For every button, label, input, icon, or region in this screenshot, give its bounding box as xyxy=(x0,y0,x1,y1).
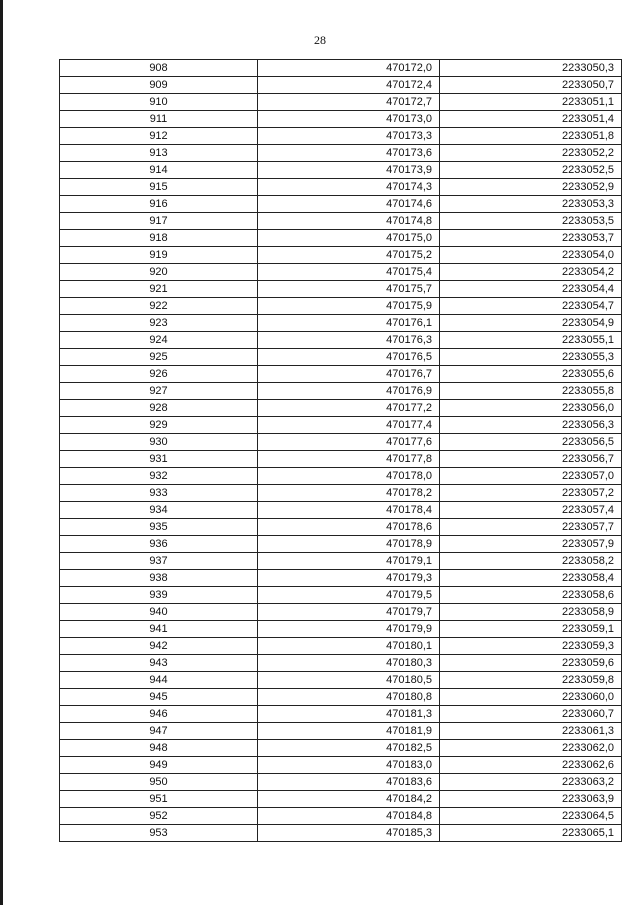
table-row xyxy=(60,791,622,808)
y-coordinate-cell: 2233051,8 xyxy=(440,128,622,145)
table-row xyxy=(60,213,622,230)
x-coordinate-cell: 470172,7 xyxy=(258,94,440,111)
point-number-cell: 930 xyxy=(60,434,258,451)
x-coordinate-cell: 470178,6 xyxy=(258,519,440,536)
y-coordinate-cell: 2233056,3 xyxy=(440,417,622,434)
y-coordinate-cell: 2233053,5 xyxy=(440,213,622,230)
x-coordinate-cell: 470173,6 xyxy=(258,145,440,162)
table-row xyxy=(60,77,622,94)
x-coordinate-cell: 470176,9 xyxy=(258,383,440,400)
point-number-cell: 922 xyxy=(60,298,258,315)
x-coordinate-cell: 470184,2 xyxy=(258,791,440,808)
y-coordinate-cell: 2233057,4 xyxy=(440,502,622,519)
table-row xyxy=(60,689,622,706)
table-row xyxy=(60,230,622,247)
table-row xyxy=(60,655,622,672)
point-number-cell: 936 xyxy=(60,536,258,553)
point-number-cell: 931 xyxy=(60,451,258,468)
y-coordinate-cell: 2233052,5 xyxy=(440,162,622,179)
y-coordinate-cell: 2233061,3 xyxy=(440,723,622,740)
point-number-cell: 953 xyxy=(60,825,258,842)
y-coordinate-cell: 2233053,3 xyxy=(440,196,622,213)
table-row xyxy=(60,145,622,162)
table-row xyxy=(60,587,622,604)
point-number-cell: 933 xyxy=(60,485,258,502)
x-coordinate-cell: 470181,9 xyxy=(258,723,440,740)
y-coordinate-cell: 2233058,4 xyxy=(440,570,622,587)
table-row xyxy=(60,706,622,723)
y-coordinate-cell: 2233055,6 xyxy=(440,366,622,383)
table-row xyxy=(60,672,622,689)
table-row xyxy=(60,332,622,349)
x-coordinate-cell: 470184,8 xyxy=(258,808,440,825)
coordinates-table-body xyxy=(60,60,622,842)
point-number-cell: 914 xyxy=(60,162,258,179)
x-coordinate-cell: 470179,3 xyxy=(258,570,440,587)
x-coordinate-cell: 470175,2 xyxy=(258,247,440,264)
y-coordinate-cell: 2233063,9 xyxy=(440,791,622,808)
point-number-cell: 915 xyxy=(60,179,258,196)
y-coordinate-cell: 2233054,7 xyxy=(440,298,622,315)
x-coordinate-cell: 470176,7 xyxy=(258,366,440,383)
table-row xyxy=(60,383,622,400)
table-row xyxy=(60,536,622,553)
x-coordinate-cell: 470173,9 xyxy=(258,162,440,179)
table-row xyxy=(60,638,622,655)
point-number-cell: 946 xyxy=(60,706,258,723)
y-coordinate-cell: 2233058,6 xyxy=(440,587,622,604)
x-coordinate-cell: 470177,4 xyxy=(258,417,440,434)
y-coordinate-cell: 2233057,2 xyxy=(440,485,622,502)
coordinates-table xyxy=(59,59,622,842)
x-coordinate-cell: 470177,6 xyxy=(258,434,440,451)
point-number-cell: 945 xyxy=(60,689,258,706)
y-coordinate-cell: 2233056,7 xyxy=(440,451,622,468)
table-row xyxy=(60,417,622,434)
point-number-cell: 917 xyxy=(60,213,258,230)
point-number-cell: 949 xyxy=(60,757,258,774)
y-coordinate-cell: 2233051,4 xyxy=(440,111,622,128)
x-coordinate-cell: 470173,3 xyxy=(258,128,440,145)
y-coordinate-cell: 2233054,2 xyxy=(440,264,622,281)
point-number-cell: 921 xyxy=(60,281,258,298)
point-number-cell: 950 xyxy=(60,774,258,791)
table-row xyxy=(60,604,622,621)
table-row xyxy=(60,825,622,842)
x-coordinate-cell: 470175,0 xyxy=(258,230,440,247)
x-coordinate-cell: 470179,7 xyxy=(258,604,440,621)
point-number-cell: 944 xyxy=(60,672,258,689)
x-coordinate-cell: 470182,5 xyxy=(258,740,440,757)
x-coordinate-cell: 470179,9 xyxy=(258,621,440,638)
y-coordinate-cell: 2233058,9 xyxy=(440,604,622,621)
table-row xyxy=(60,553,622,570)
point-number-cell: 927 xyxy=(60,383,258,400)
x-coordinate-cell: 470175,7 xyxy=(258,281,440,298)
y-coordinate-cell: 2233051,1 xyxy=(440,94,622,111)
table-row xyxy=(60,570,622,587)
x-coordinate-cell: 470172,0 xyxy=(258,60,440,77)
point-number-cell: 937 xyxy=(60,553,258,570)
point-number-cell: 924 xyxy=(60,332,258,349)
x-coordinate-cell: 470179,5 xyxy=(258,587,440,604)
y-coordinate-cell: 2233050,7 xyxy=(440,77,622,94)
point-number-cell: 923 xyxy=(60,315,258,332)
point-number-cell: 918 xyxy=(60,230,258,247)
point-number-cell: 925 xyxy=(60,349,258,366)
x-coordinate-cell: 470185,3 xyxy=(258,825,440,842)
point-number-cell: 935 xyxy=(60,519,258,536)
point-number-cell: 911 xyxy=(60,111,258,128)
x-coordinate-cell: 470180,8 xyxy=(258,689,440,706)
table-row xyxy=(60,162,622,179)
table-row xyxy=(60,740,622,757)
x-coordinate-cell: 470183,6 xyxy=(258,774,440,791)
point-number-cell: 941 xyxy=(60,621,258,638)
point-number-cell: 947 xyxy=(60,723,258,740)
x-coordinate-cell: 470175,4 xyxy=(258,264,440,281)
table-row xyxy=(60,451,622,468)
x-coordinate-cell: 470183,0 xyxy=(258,757,440,774)
x-coordinate-cell: 470176,3 xyxy=(258,332,440,349)
table-row xyxy=(60,298,622,315)
y-coordinate-cell: 2233057,9 xyxy=(440,536,622,553)
y-coordinate-cell: 2233056,0 xyxy=(440,400,622,417)
x-coordinate-cell: 470175,9 xyxy=(258,298,440,315)
table-row xyxy=(60,723,622,740)
point-number-cell: 943 xyxy=(60,655,258,672)
y-coordinate-cell: 2233057,0 xyxy=(440,468,622,485)
table-row xyxy=(60,757,622,774)
page-left-border xyxy=(0,0,3,905)
x-coordinate-cell: 470180,1 xyxy=(258,638,440,655)
y-coordinate-cell: 2233050,3 xyxy=(440,60,622,77)
table-row xyxy=(60,179,622,196)
table-row xyxy=(60,349,622,366)
x-coordinate-cell: 470180,3 xyxy=(258,655,440,672)
y-coordinate-cell: 2233060,7 xyxy=(440,706,622,723)
table-row xyxy=(60,808,622,825)
table-row xyxy=(60,485,622,502)
table-row xyxy=(60,264,622,281)
point-number-cell: 909 xyxy=(60,77,258,94)
point-number-cell: 952 xyxy=(60,808,258,825)
table-row xyxy=(60,366,622,383)
y-coordinate-cell: 2233059,1 xyxy=(440,621,622,638)
point-number-cell: 920 xyxy=(60,264,258,281)
x-coordinate-cell: 470172,4 xyxy=(258,77,440,94)
table-row xyxy=(60,196,622,213)
point-number-cell: 929 xyxy=(60,417,258,434)
y-coordinate-cell: 2233054,9 xyxy=(440,315,622,332)
x-coordinate-cell: 470180,5 xyxy=(258,672,440,689)
y-coordinate-cell: 2233055,3 xyxy=(440,349,622,366)
y-coordinate-cell: 2233055,1 xyxy=(440,332,622,349)
x-coordinate-cell: 470177,2 xyxy=(258,400,440,417)
table-row xyxy=(60,111,622,128)
point-number-cell: 913 xyxy=(60,145,258,162)
x-coordinate-cell: 470174,8 xyxy=(258,213,440,230)
table-row xyxy=(60,60,622,77)
x-coordinate-cell: 470177,8 xyxy=(258,451,440,468)
table-row xyxy=(60,621,622,638)
point-number-cell: 939 xyxy=(60,587,258,604)
point-number-cell: 940 xyxy=(60,604,258,621)
table-row xyxy=(60,519,622,536)
y-coordinate-cell: 2233052,2 xyxy=(440,145,622,162)
x-coordinate-cell: 470178,4 xyxy=(258,502,440,519)
y-coordinate-cell: 2233055,8 xyxy=(440,383,622,400)
x-coordinate-cell: 470174,6 xyxy=(258,196,440,213)
point-number-cell: 932 xyxy=(60,468,258,485)
table-row xyxy=(60,128,622,145)
table-row xyxy=(60,774,622,791)
point-number-cell: 948 xyxy=(60,740,258,757)
x-coordinate-cell: 470173,0 xyxy=(258,111,440,128)
point-number-cell: 910 xyxy=(60,94,258,111)
x-coordinate-cell: 470176,5 xyxy=(258,349,440,366)
page-number: 28 xyxy=(314,33,326,47)
y-coordinate-cell: 2233062,6 xyxy=(440,757,622,774)
y-coordinate-cell: 2233056,5 xyxy=(440,434,622,451)
y-coordinate-cell: 2233059,6 xyxy=(440,655,622,672)
x-coordinate-cell: 470178,2 xyxy=(258,485,440,502)
y-coordinate-cell: 2233064,5 xyxy=(440,808,622,825)
y-coordinate-cell: 2233065,1 xyxy=(440,825,622,842)
point-number-cell: 919 xyxy=(60,247,258,264)
x-coordinate-cell: 470178,9 xyxy=(258,536,440,553)
table-row xyxy=(60,315,622,332)
y-coordinate-cell: 2233054,0 xyxy=(440,247,622,264)
y-coordinate-cell: 2233057,7 xyxy=(440,519,622,536)
point-number-cell: 951 xyxy=(60,791,258,808)
y-coordinate-cell: 2233054,4 xyxy=(440,281,622,298)
point-number-cell: 908 xyxy=(60,60,258,77)
point-number-cell: 912 xyxy=(60,128,258,145)
y-coordinate-cell: 2233058,2 xyxy=(440,553,622,570)
table-row xyxy=(60,468,622,485)
x-coordinate-cell: 470174,3 xyxy=(258,179,440,196)
y-coordinate-cell: 2233059,3 xyxy=(440,638,622,655)
point-number-cell: 934 xyxy=(60,502,258,519)
x-coordinate-cell: 470178,0 xyxy=(258,468,440,485)
y-coordinate-cell: 2233060,0 xyxy=(440,689,622,706)
x-coordinate-cell: 470179,1 xyxy=(258,553,440,570)
point-number-cell: 942 xyxy=(60,638,258,655)
point-number-cell: 916 xyxy=(60,196,258,213)
y-coordinate-cell: 2233052,9 xyxy=(440,179,622,196)
table-row xyxy=(60,247,622,264)
table-row xyxy=(60,502,622,519)
x-coordinate-cell: 470181,3 xyxy=(258,706,440,723)
table-row xyxy=(60,434,622,451)
table-row xyxy=(60,281,622,298)
x-coordinate-cell: 470176,1 xyxy=(258,315,440,332)
y-coordinate-cell: 2233059,8 xyxy=(440,672,622,689)
point-number-cell: 938 xyxy=(60,570,258,587)
y-coordinate-cell: 2233062,0 xyxy=(440,740,622,757)
point-number-cell: 928 xyxy=(60,400,258,417)
table-row xyxy=(60,94,622,111)
y-coordinate-cell: 2233053,7 xyxy=(440,230,622,247)
y-coordinate-cell: 2233063,2 xyxy=(440,774,622,791)
point-number-cell: 926 xyxy=(60,366,258,383)
table-row xyxy=(60,400,622,417)
